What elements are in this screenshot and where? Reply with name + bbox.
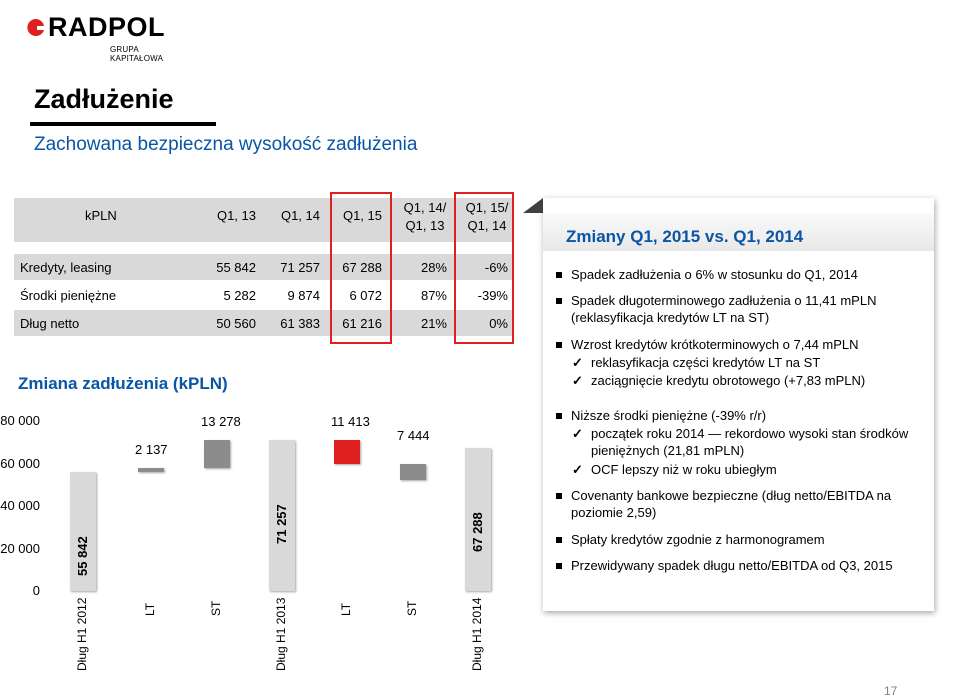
logo-text: RADPOL (48, 12, 165, 42)
x-axis-label: ST (209, 600, 223, 616)
panel-bullet-text: Niższe środki pieniężne (-39% r/r) (571, 408, 767, 423)
table-row-label: Dług netto (20, 316, 80, 331)
bar-value-label: 55 842 (75, 536, 90, 577)
y-tick-label: 80 000 (0, 413, 40, 428)
table-cell: 6 072 (349, 288, 382, 303)
logo-mark-icon (26, 17, 46, 39)
check-icon: ✓ (572, 426, 583, 441)
table-cell: 50 560 (216, 316, 256, 331)
x-axis-label: Dług H1 2012 (75, 597, 89, 671)
x-axis-label: LT (143, 602, 157, 616)
bullet-square-icon (556, 272, 562, 278)
table-cell: 55 842 (216, 260, 256, 275)
bar-value-label: 71 257 (274, 503, 289, 544)
x-axis-label: ST (405, 600, 419, 616)
panel-title: Zmiany Q1, 2015 vs. Q1, 2014 (566, 227, 804, 246)
check-icon: ✓ (572, 462, 583, 477)
table-cell: 71 257 (280, 260, 320, 275)
bullet-square-icon (556, 342, 562, 348)
panel-bullet-text: Spłaty kredytów zgodnie z harmonogramem (571, 532, 825, 547)
title-underline (30, 122, 216, 126)
chart-bar (334, 440, 360, 464)
logo-subtext: GRUPA KAPITAŁOWA (110, 45, 164, 63)
panel-bullet-text: Wzrost kredytów krótkoterminowych o 7,44 mPLN (571, 337, 859, 352)
bullet-square-icon (556, 563, 562, 569)
bullet-square-icon (556, 298, 562, 304)
page-number: 17 (884, 684, 898, 698)
panel-bullet-text: Spadek długoterminowego zadłużenia o 11,41 mPLN (reklasyfikacja kredytów LT na ST) (571, 293, 877, 325)
bullet-square-icon (556, 537, 562, 543)
table-header-cell: Q1, 15/ Q1, 14 (465, 200, 509, 233)
table-header-cell: kPLN (85, 208, 117, 223)
y-tick-label: 0 (32, 583, 40, 598)
check-icon: ✓ (572, 373, 583, 388)
panel-bullet-text: Przewidywany spadek długu netto/EBITDA od Q3, 2015 (571, 558, 893, 573)
page-subtitle: Zachowana bezpieczna wysokość zadłużenia (34, 134, 418, 155)
chart-title: Zmiana zadłużenia (kPLN) (18, 374, 228, 393)
table-header-cell: Q1, 14/ Q1, 13 (403, 200, 447, 233)
table-cell: 9 874 (287, 288, 320, 303)
bar-value-label: 13 278 (201, 413, 241, 429)
page-title: Zadłużenie (34, 84, 174, 114)
x-axis-label: Dług H1 2013 (274, 597, 288, 671)
table-cell: 61 383 (280, 316, 320, 331)
table-header-cell: Q1, 13 (216, 208, 256, 223)
table-cell: 28% (420, 260, 447, 275)
bar-value-label: 2 137 (135, 441, 168, 457)
table-cell: 87% (420, 288, 447, 303)
bullet-square-icon (556, 493, 562, 499)
chart-bar (204, 440, 230, 468)
table-cell: 61 216 (342, 316, 382, 331)
table-cell: -39% (477, 288, 508, 303)
panel-sub-bullet-text: początek roku 2014 — rekordowo wysoki stan środków pieniężnych (21,81 mPLN) (591, 426, 909, 458)
check-icon: ✓ (572, 355, 583, 370)
table-cell: 67 288 (342, 260, 382, 275)
highlight-frame (454, 192, 514, 344)
bar-value-label: 7 444 (397, 427, 430, 443)
radpol-logo (26, 12, 166, 63)
table-header-cell: Q1, 15 (342, 208, 382, 223)
table-cell: 21% (420, 316, 447, 331)
table-row-label: Środki pieniężne (20, 288, 117, 303)
table-cell: 5 282 (223, 288, 256, 303)
changes-panel (543, 198, 934, 611)
panel-corner-icon (523, 198, 543, 214)
y-tick-label: 20 000 (0, 540, 40, 556)
highlight-frame (330, 192, 392, 344)
panel-sub-bullet-text: reklasyfikacja części kredytów LT na ST (591, 355, 821, 370)
panel-bullet-text: Spadek zadłużenia o 6% w stosunku do Q1, 2014 (571, 267, 858, 282)
table-header-cell: Q1, 14 (280, 208, 320, 223)
panel-sub-bullet-text: OCF lepszy niż w roku ubiegłym (591, 462, 777, 477)
y-tick-label: 40 000 (0, 498, 40, 513)
x-axis-label: Dług H1 2014 (470, 597, 484, 671)
table-cell: 0% (489, 316, 508, 331)
panel-sub-bullet-text: zaciągnięcie kredytu obrotowego (+7,83 mPLN) (591, 373, 866, 388)
x-axis-label: LT (339, 602, 353, 616)
bar-value-label: 67 288 (470, 512, 485, 552)
chart-bar (138, 468, 164, 473)
table-row-label: Kredyty, leasing (20, 260, 112, 275)
bullet-square-icon (556, 413, 562, 419)
y-tick-label: 60 000 (0, 455, 40, 471)
panel-bullet-text: Covenanty bankowe bezpieczne (dług netto/EBITDA na poziomie 2,59) (571, 488, 892, 520)
table-cell: -6% (484, 260, 508, 275)
chart-bar (400, 464, 426, 480)
bar-value-label: 11 413 (331, 413, 370, 429)
